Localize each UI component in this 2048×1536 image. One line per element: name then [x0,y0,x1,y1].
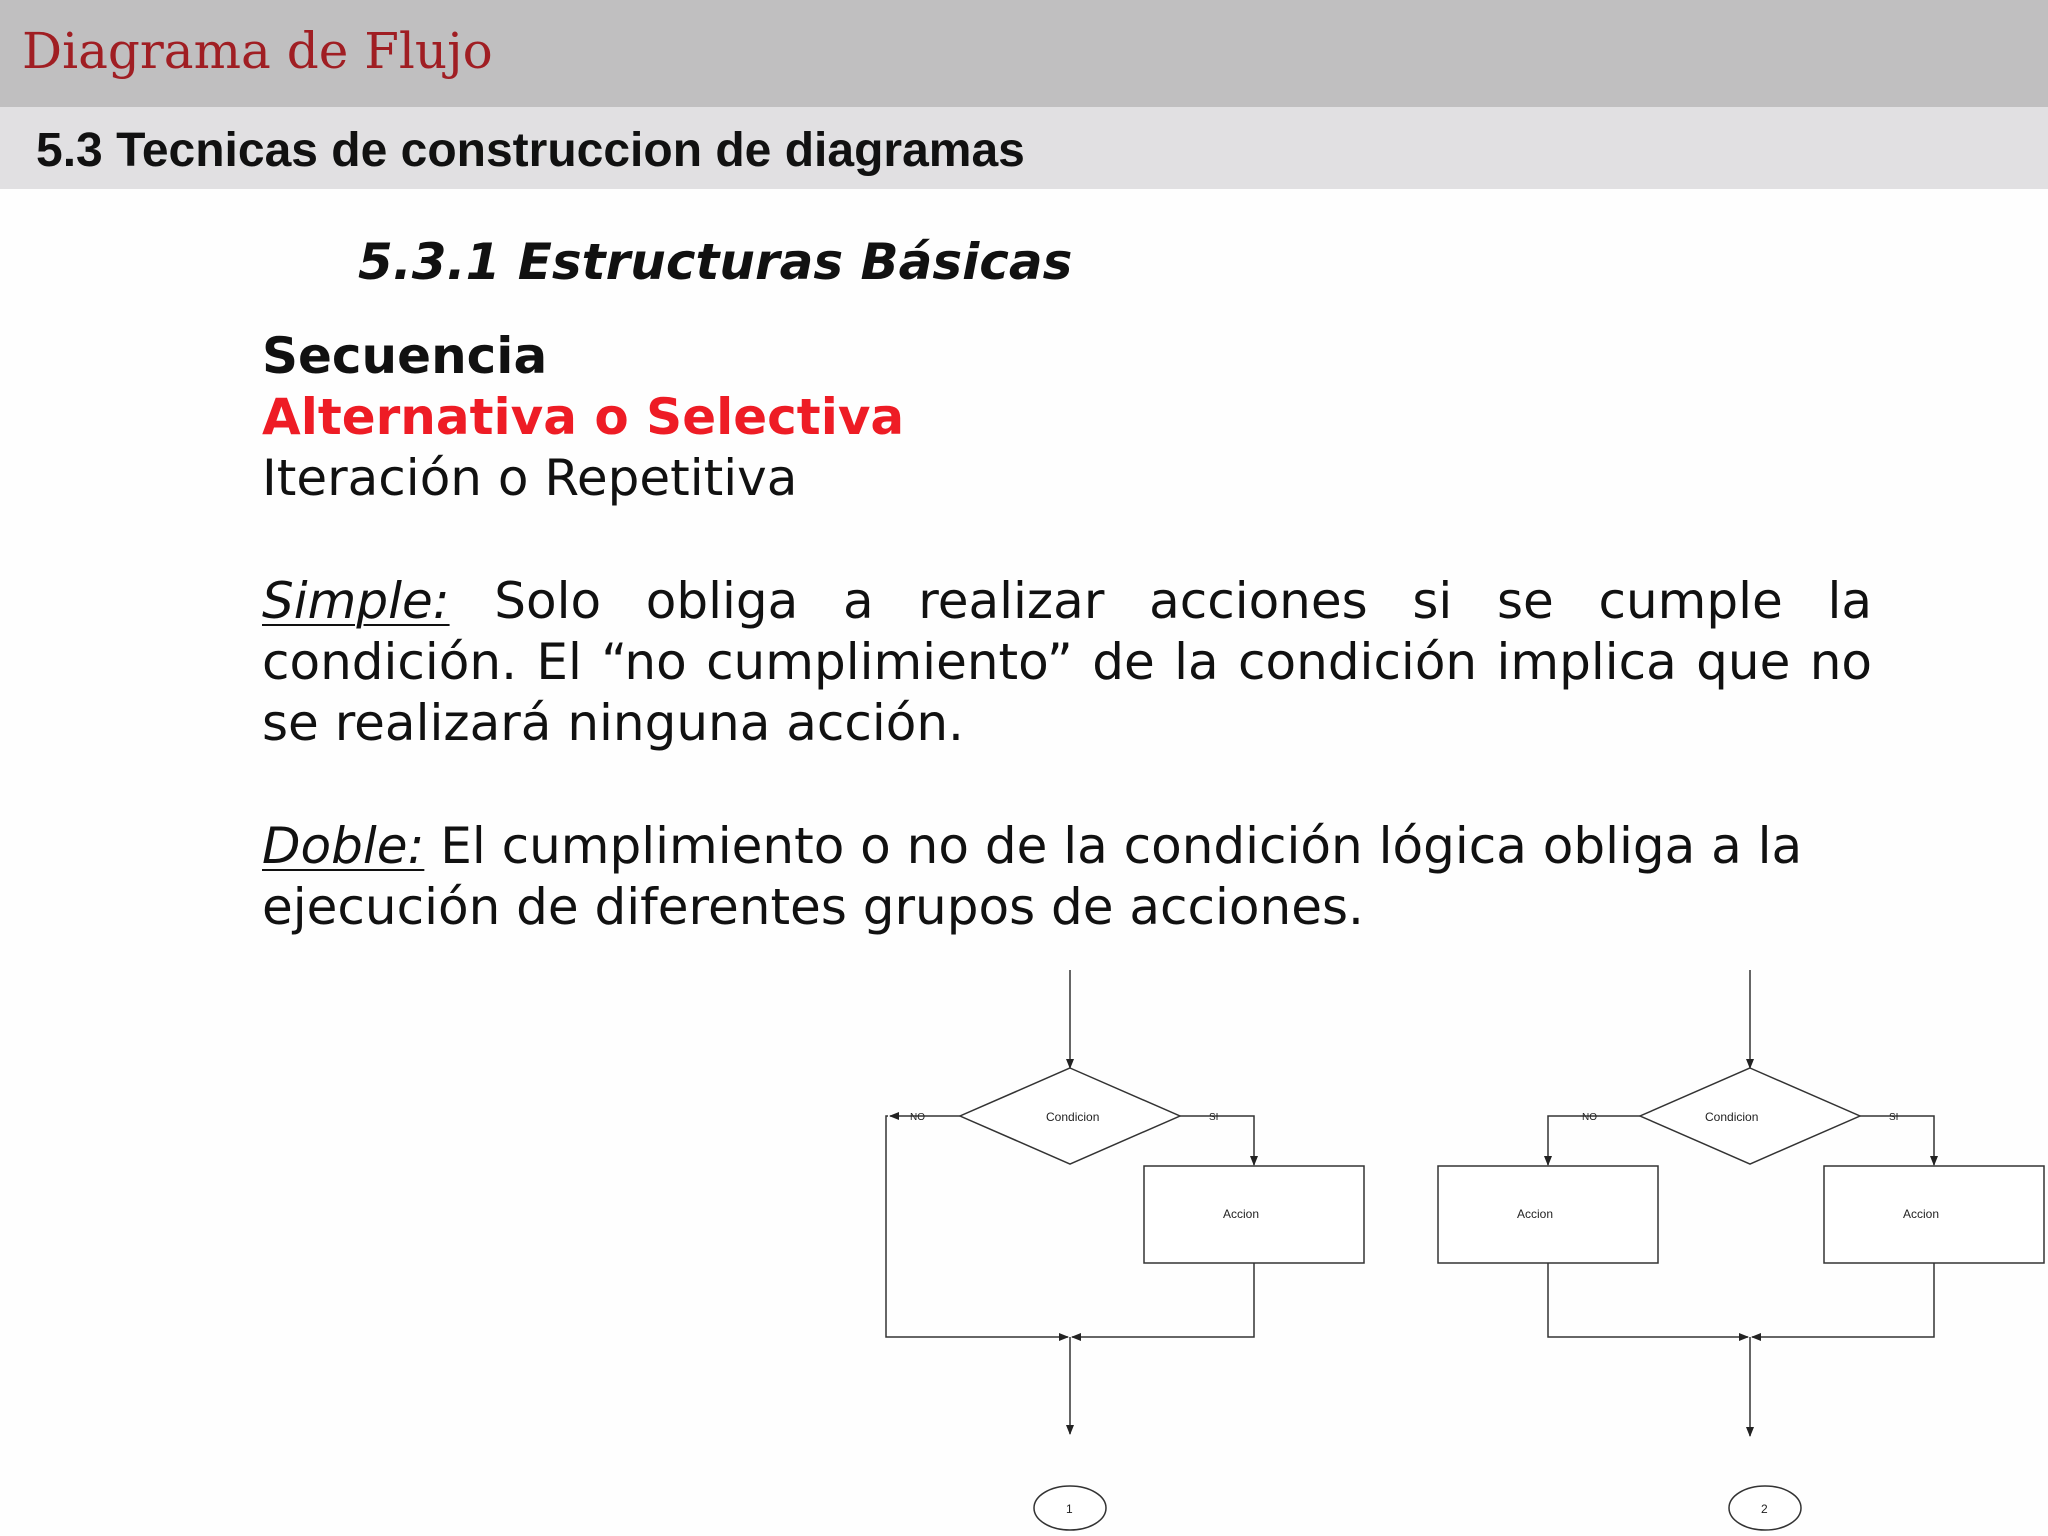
structure-alternativa: Alternativa o Selectiva [262,388,905,446]
flowchart-double [1438,970,2044,1530]
action-label-no: Accion [1517,1207,1554,1221]
action-label: Accion [1223,1207,1260,1221]
flowchart-simple [886,970,1364,1530]
yes-label: SI [1209,1112,1219,1123]
no-label: NO [910,1112,925,1123]
action-return-arrow [1072,1263,1254,1337]
diagram-number: 1 [1066,1502,1073,1516]
doble-term: Doble: [262,817,425,875]
condition-label: Condicion [1046,1110,1100,1124]
no-branch-arrow [1548,1116,1640,1165]
no-return-arrow [1548,1263,1748,1337]
yes-return-arrow [1752,1263,1934,1337]
structure-secuencia: Secuencia [262,327,548,385]
yes-label: SI [1889,1112,1899,1123]
slide-subtitle: 5.3 Tecnicas de construccion de diagramas [36,124,1025,177]
simple-term: Simple: [262,572,450,630]
yes-branch-arrow [1180,1116,1254,1165]
slide-title: Diagrama de Flujo [22,22,493,80]
no-label: NO [1582,1112,1597,1123]
simple-text: Solo obliga a realizar acciones si se cumple la condición. El “no cumplimiento” de la condición implica que no se realizará ninguna acción. [262,572,1872,752]
action-label-yes: Accion [1903,1207,1940,1221]
section-heading: 5.3.1 Estructuras Básicas [358,233,1073,291]
doble-text: El cumplimiento o no de la condición lógica obliga a la ejecución de diferentes grupos de acciones. [262,817,1803,936]
structure-iteracion: Iteración o Repetitiva [262,449,798,507]
diagram-number: 2 [1761,1502,1768,1516]
condition-label: Condicion [1705,1110,1759,1124]
yes-branch-arrow [1860,1116,1934,1165]
